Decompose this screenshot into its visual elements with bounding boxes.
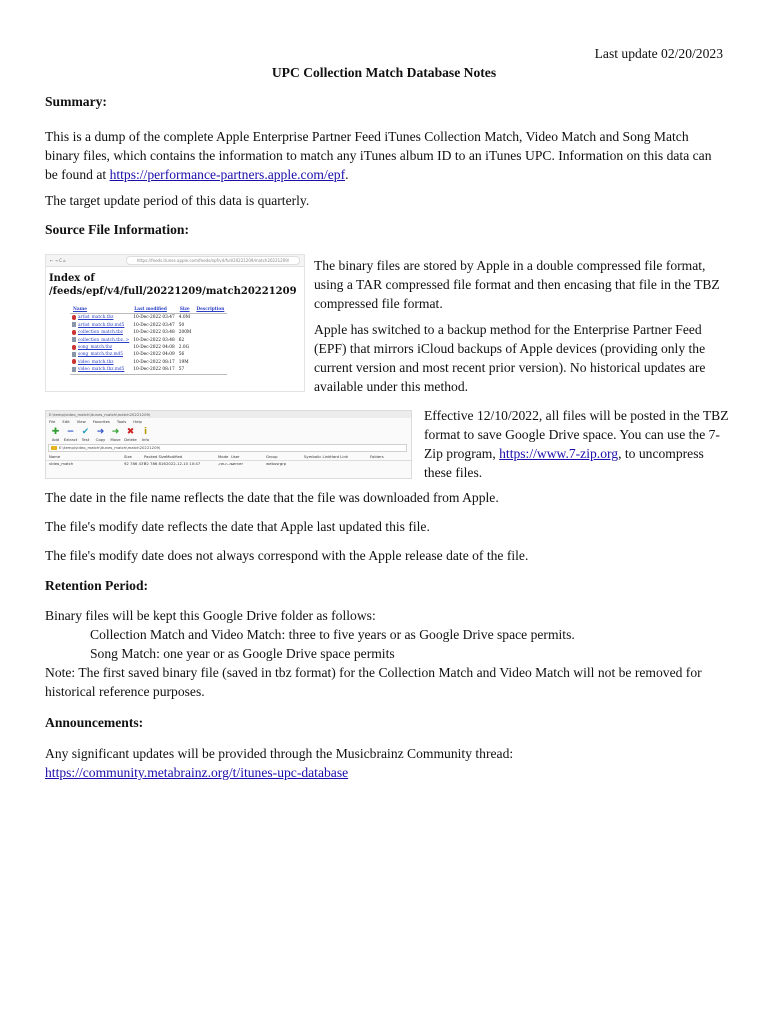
index-col-header[interactable]: Size (179, 307, 190, 312)
index-modified: 10-Dec-2022 03:47 (133, 322, 175, 328)
index-size: 57 (178, 367, 185, 373)
index-row (70, 359, 227, 366)
source-heading: Source File Information: (45, 222, 189, 237)
seven-zip-tool-move[interactable] (108, 427, 123, 442)
index-file-cell (70, 359, 131, 366)
tbz-paragraph (424, 406, 729, 482)
seven-zip-menu-item[interactable]: Edit (62, 419, 70, 424)
file-name-date-paragraph: The date in the file name reflects the date that the file was downloaded from Apple. (45, 490, 499, 505)
document-icon (72, 322, 76, 327)
epf-link[interactable]: https://performance-partners.apple.com/epf (109, 167, 346, 182)
index-description (193, 366, 227, 374)
browser-bar (46, 255, 304, 267)
index-description (193, 314, 227, 321)
seven-zip-col-header[interactable]: Group (266, 454, 278, 459)
retention-line-2: Collection Match and Video Match: three to five years or as Google Drive space permits. (90, 627, 575, 642)
seven-zip-screenshot (45, 410, 412, 479)
index-file-link[interactable]: collection_match.tbz (78, 330, 123, 336)
announcements-paragraph (45, 744, 725, 782)
row-user: server (231, 461, 244, 466)
index-description (193, 344, 227, 351)
seven-zip-menu-item[interactable]: Tools (116, 419, 127, 424)
retention-line-1: Binary files will be kept this Google Drive folder as follows: (45, 608, 376, 623)
index-description (193, 359, 227, 366)
seven-zip-tool-test[interactable] (78, 427, 93, 442)
seven-zip-titlebar: E:\temp\video_match\itunes_match\match20221209\ (46, 411, 411, 418)
summary-text-end: . (345, 167, 349, 182)
summary-text: This is a dump of the complete Apple Enterprise Partner Feed iTunes Collection Match, Video Match and Song Match binary files, which contains the information to match any iTunes album ID to an iTunes UPC. Information on this data can be found at (45, 129, 712, 182)
announcements-heading: Announcements: (45, 715, 144, 730)
modify-date-paragraph: The file's modify date reflects the date that Apple last updated this file. (45, 519, 430, 534)
tbz-text-end: , to uncompress these files. (424, 446, 704, 480)
seven-zip-menu-item[interactable]: File (49, 419, 56, 424)
index-table (70, 306, 227, 375)
row-modified: 2022-12-10 10:47 (166, 461, 201, 466)
row-name: video_match (49, 461, 74, 466)
row-mode: -rw-r--r-- (218, 461, 234, 466)
index-size: 62 (178, 337, 185, 343)
announcements-text: Any significant updates will be provided through the Musicbrainz Community thread: (45, 746, 514, 761)
index-col-header[interactable]: Last modified (134, 307, 167, 312)
seven-zip-menu-item[interactable]: Favorites (92, 419, 110, 424)
tool-label: Test (81, 437, 90, 442)
tool-label: Info (141, 437, 150, 442)
seven-zip-tool-info[interactable] (138, 427, 153, 442)
index-title: Index of /feeds/epf/v4/full/20221209/match20221209 (49, 273, 297, 297)
index-size: 50 (178, 322, 185, 328)
retention-line-3: Song Match: one year or as Google Drive space permits (90, 646, 395, 661)
archive-icon (72, 330, 76, 335)
index-file-link[interactable]: collection_match.tbz..> (78, 337, 130, 343)
tbz-text: Effective 12/10/2022, all files will be posted in the TBZ format to save Google Drive space. You can use the 7-Zip program, (424, 408, 729, 461)
tool-label: Move (110, 437, 121, 442)
tool-label: Extract (63, 437, 78, 442)
seven-zip-col-header[interactable]: Folders (370, 454, 384, 459)
directory-index-screenshot (45, 254, 305, 392)
index-modified: 10-Dec-2022 03:47 (133, 315, 175, 321)
tool-label: Delete (124, 437, 137, 442)
index-row (70, 337, 227, 344)
summary-paragraph (45, 127, 725, 184)
epf-backup-paragraph: Apple has switched to a backup method for the Enterprise Partner Feed (EPF) that mirrors iCloud backups of Apple devices (providing only the current version and most recent prior version). No historical updates are available under this method. (314, 322, 706, 394)
seven-zip-menu-item[interactable]: View (76, 419, 86, 424)
seven-zip-tool-delete[interactable] (123, 427, 138, 442)
archive-icon (72, 315, 76, 320)
seven-zip-row (46, 461, 411, 467)
index-file-cell (70, 337, 131, 344)
index-file-link[interactable]: video_match.tbz.md5 (78, 367, 125, 373)
seven-zip-tool-add[interactable] (48, 427, 63, 442)
release-date-paragraph: The file's modify date does not always correspond with the Apple release date of the file. (45, 548, 529, 563)
seven-zip-link[interactable]: https://www.7-zip.org (499, 446, 619, 461)
seven-zip-col-header[interactable]: Hard Link (330, 454, 349, 459)
index-file-link[interactable]: artist_match.tbz (78, 315, 114, 321)
index-size: 56 (178, 352, 185, 358)
index-col-header[interactable]: Name (73, 307, 87, 312)
add-icon: ✚ (51, 427, 60, 437)
row-size: 92 786 437 (124, 461, 146, 466)
seven-zip-toolbar (46, 425, 411, 442)
document-title: UPC Collection Match Database Notes (271, 65, 497, 80)
index-row (70, 314, 227, 321)
index-file-cell (70, 351, 131, 358)
index-size: 200M (178, 330, 192, 336)
index-file-link[interactable]: artist_match.tbz.md5 (78, 322, 125, 328)
delete-icon: ✖ (126, 427, 135, 437)
index-description (193, 351, 227, 358)
row-group: webusrgrp (266, 461, 287, 466)
index-file-cell (70, 366, 131, 374)
index-description (193, 337, 227, 344)
index-size: 19M (178, 359, 189, 365)
index-row (70, 329, 227, 336)
seven-zip-col-header[interactable]: Symbolic Link (304, 454, 331, 459)
row-packed: 92 786 816 (144, 461, 166, 466)
index-file-link[interactable]: song_match.tbz (78, 345, 113, 351)
document-icon (72, 337, 76, 342)
summary-heading: Summary: (45, 94, 107, 109)
index-modified: 10-Dec-2022 08:17 (133, 359, 175, 365)
last-update: Last update 02/20/2023 (594, 46, 723, 61)
seven-zip-col-header[interactable]: Mode (218, 454, 229, 459)
document-icon (72, 367, 76, 372)
seven-zip-menu-item[interactable]: Help (133, 419, 142, 424)
folder-icon (51, 446, 57, 450)
index-file-cell (70, 322, 131, 329)
index-row (70, 351, 227, 358)
index-size: 2.0G (178, 345, 190, 351)
index-file-cell (70, 344, 131, 351)
copy-icon: ➜ (96, 427, 105, 437)
index-row (70, 322, 227, 329)
index-modified: 10-Dec-2022 03:48 (133, 330, 175, 336)
retention-heading: Retention Period: (45, 578, 149, 593)
index-description (193, 322, 227, 329)
binary-files-paragraph: The binary files are stored by Apple in a double compressed file format, using a TAR compressed file format and then encasing that file in the TBZ compressed file format. (314, 258, 720, 311)
retention-note: Note: The first saved binary file (saved in tbz format) for the Collection Match and Video Match will not be removed for historical reference purposes. (45, 665, 702, 699)
index-file-link[interactable]: song_match.tbz.md5 (78, 352, 124, 358)
seven-zip-tool-copy[interactable] (93, 427, 108, 442)
community-thread-link[interactable]: https://community.metabrainz.org/t/itunes-upc-database (45, 765, 349, 780)
browser-nav-icons: ← → C ⌂ (50, 258, 66, 263)
seven-zip-col-header[interactable]: Size (124, 454, 132, 459)
index-modified: 10-Dec-2022 03:48 (133, 337, 175, 343)
info-icon: i (143, 427, 148, 437)
test-icon: ✔ (81, 427, 90, 437)
seven-zip-col-header[interactable]: Name (49, 454, 61, 459)
move-icon: ➜ (111, 427, 120, 437)
index-modified: 10-Dec-2022 08:17 (133, 367, 175, 373)
retention-list (45, 606, 725, 701)
seven-zip-col-header[interactable]: Packed Size (144, 454, 167, 459)
seven-zip-tool-extract[interactable] (63, 427, 78, 442)
seven-zip-address-bar (48, 444, 407, 452)
index-row (70, 344, 227, 351)
seven-zip-col-header[interactable]: Modified (166, 454, 183, 459)
index-file-cell (70, 329, 131, 336)
index-row (70, 366, 227, 374)
browser-url: https://feeds.itunes.apple.com/feeds/epf/v4/full/20221209/match20221209/ (126, 256, 300, 265)
index-divider (70, 374, 227, 375)
index-description (193, 329, 227, 336)
index-modified: 10-Dec-2022 04:09 (133, 352, 175, 358)
seven-zip-col-header[interactable]: User (231, 454, 240, 459)
tool-label: Add (51, 437, 60, 442)
update-period-paragraph: The target update period of this data is quarterly. (45, 193, 310, 208)
index-modified: 10-Dec-2022 04:08 (133, 345, 175, 351)
tool-label: Copy (95, 437, 106, 442)
index-size: 4.0M (178, 315, 190, 321)
seven-zip-menubar (46, 418, 411, 425)
seven-zip-address: E:\temp\video_match\itunes_match\match20221209\ (59, 445, 161, 450)
index-col-header[interactable]: Description (196, 307, 225, 312)
seven-zip-header (46, 454, 411, 461)
archive-icon (72, 345, 76, 350)
document-icon (72, 352, 76, 357)
index-file-link[interactable]: video_match.tbz (78, 359, 114, 365)
index-file-cell (70, 314, 131, 321)
archive-icon (72, 359, 76, 364)
extract-icon: − (66, 427, 75, 437)
